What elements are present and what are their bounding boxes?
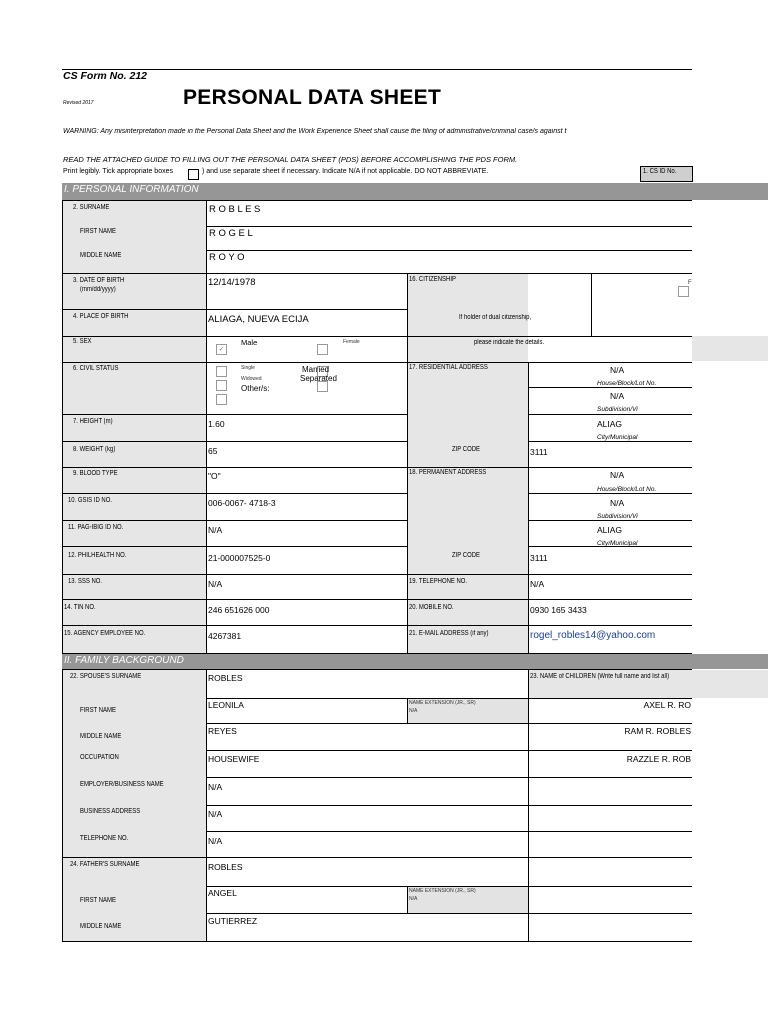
email-value[interactable]: rogel_robles14@yahoo.com bbox=[530, 630, 656, 641]
civil-single-checkbox[interactable] bbox=[216, 366, 227, 377]
father-middle-name-value: GUTIERREZ bbox=[208, 916, 258, 926]
employer-label: EMPLOYER/BUSINESS NAME bbox=[80, 781, 164, 788]
spouse-telephone-label: TELEPHONE NO. bbox=[80, 835, 129, 842]
occupation-label: OCCUPATION bbox=[80, 754, 119, 761]
weight-label: 8. WEIGHT (kg) bbox=[73, 446, 116, 453]
dual-citizenship-note: If holder of dual citizenship, bbox=[459, 314, 532, 321]
pagibig-value: N/A bbox=[208, 525, 223, 535]
middle-name-value: R O Y O bbox=[209, 252, 245, 263]
perm-city-caption: City/Municipal bbox=[597, 540, 638, 547]
agency-label: 15. AGENCY EMPLOYEE NO. bbox=[64, 630, 146, 637]
spouse-surname-value: ROBLES bbox=[208, 673, 243, 683]
spouse-name-extension-label: NAME EXTENSION (JR., SR) bbox=[409, 700, 476, 706]
dob-format: (mm/dd/yyyy) bbox=[80, 286, 116, 293]
blood-type-value: "O" bbox=[208, 471, 221, 481]
mobile-value: 0930 165 3433 bbox=[530, 605, 587, 615]
middle-name-label: MIDDLE NAME bbox=[80, 252, 122, 259]
weight-value: 65 bbox=[208, 446, 218, 456]
sex-male-label: Male bbox=[241, 338, 258, 347]
revised-date: Revised 2017 bbox=[63, 100, 94, 106]
res-house-value: N/A bbox=[610, 365, 625, 375]
permanent-address-label: 18. PERMANENT ADDRESS bbox=[409, 469, 487, 476]
page-title: PERSONAL DATA SHEET bbox=[183, 86, 442, 109]
child-1-value: AXEL R. RO bbox=[643, 700, 691, 710]
spouse-first-name-label: FIRST NAME bbox=[80, 707, 116, 714]
father-name-extension-label: NAME EXTENSION (JR., SR) bbox=[409, 888, 476, 894]
perm-subdivision-caption: Subdivision/Vi bbox=[597, 513, 638, 520]
civil-widowed-checkbox[interactable] bbox=[216, 380, 227, 391]
height-label: 7. HEIGHT (m) bbox=[73, 418, 113, 425]
sss-value: N/A bbox=[208, 579, 223, 589]
father-middle-name-label: MIDDLE NAME bbox=[80, 923, 122, 930]
civil-others-checkbox[interactable] bbox=[216, 394, 227, 405]
perm-city-value: ALIAG bbox=[597, 525, 623, 535]
pagibig-label: 11. PAG-IBIG ID NO. bbox=[68, 524, 124, 531]
blood-type-label: 9. BLOOD TYPE bbox=[73, 470, 118, 477]
tin-label: 14. TIN NO. bbox=[64, 604, 96, 611]
guide-text: READ THE ATTACHED GUIDE TO FILLING OUT THE PERSONAL DATA SHEET (PDS) BEFORE ACCOMPLISHING THE PDS FORM. bbox=[63, 155, 518, 164]
perm-subdivision-value: N/A bbox=[610, 498, 625, 508]
dob-value: 12/14/1978 bbox=[208, 277, 256, 288]
business-address-value: N/A bbox=[208, 809, 223, 819]
father-first-name-label: FIRST NAME bbox=[80, 897, 116, 904]
tick-sample-checkbox bbox=[188, 169, 199, 180]
print-instructions-a: Print legibly. Tick appropriate boxes bbox=[63, 168, 173, 175]
email-label: 21. E-MAIL ADDRESS (if any) bbox=[409, 630, 489, 637]
citizenship-option-partial: F bbox=[688, 280, 692, 286]
agency-value: 4267381 bbox=[208, 631, 242, 641]
tin-value: 246 651626 000 bbox=[208, 605, 270, 615]
spouse-middle-name-value: REYES bbox=[208, 726, 237, 736]
height-value: 1.60 bbox=[208, 419, 225, 429]
spouse-name-extension-value: N/A bbox=[409, 708, 418, 714]
citizenship-checkbox[interactable] bbox=[678, 286, 689, 297]
first-name-label: FIRST NAME bbox=[80, 228, 116, 235]
res-city-value: ALIAG bbox=[597, 419, 623, 429]
child-2-value: RAM R. ROBLES bbox=[624, 726, 691, 736]
res-city-caption: City/Municipal bbox=[597, 434, 638, 441]
employer-value: N/A bbox=[208, 782, 223, 792]
cs-id-label: 1. CS ID No. bbox=[643, 168, 677, 175]
section-personal-title: I. PERSONAL INFORMATION bbox=[64, 184, 199, 195]
perm-zip-value: 3111 bbox=[530, 553, 548, 563]
first-name-value: R O G E L bbox=[209, 228, 253, 239]
father-surname-label: 24. FATHER'S SURNAME bbox=[70, 861, 140, 868]
details-note: please indicate the details. bbox=[474, 339, 545, 346]
sex-label: 5. SEX bbox=[73, 338, 92, 345]
telephone-value: N/A bbox=[530, 579, 545, 589]
father-name-extension-value: N/A bbox=[409, 896, 418, 902]
surname-label: 2. SURNAME bbox=[73, 204, 110, 211]
sss-label: 13. SSS NO. bbox=[68, 578, 103, 585]
civil-separated-label: Separated bbox=[300, 374, 337, 383]
pob-label: 4. PLACE OF BIRTH bbox=[73, 313, 129, 320]
sex-female-checkbox[interactable] bbox=[317, 344, 328, 355]
pob-value: ALIAGA, NUEVA ECIJA bbox=[208, 314, 309, 325]
res-zip-label: ZIP CODE bbox=[452, 446, 480, 453]
civil-married-label: Married bbox=[302, 365, 330, 374]
spouse-surname-label: 22. SPOUSE'S SURNAME bbox=[70, 673, 142, 680]
civil-single-label: Single bbox=[241, 365, 255, 371]
child-3-value: RAZZLE R. ROB bbox=[626, 754, 691, 764]
father-surname-value: ROBLES bbox=[208, 862, 243, 872]
children-label: 23. NAME of CHILDREN (Write full name and list all) bbox=[530, 673, 670, 680]
occupation-value: HOUSEWIFE bbox=[208, 754, 260, 764]
surname-value: R O B L E S bbox=[209, 204, 261, 215]
perm-zip-label: ZIP CODE bbox=[452, 552, 480, 559]
mobile-label: 20. MOBILE NO. bbox=[409, 604, 454, 611]
spouse-telephone-value: N/A bbox=[208, 836, 223, 846]
res-zip-value: 3111 bbox=[530, 447, 548, 457]
father-first-name-value: ANGEL bbox=[208, 888, 237, 898]
res-house-caption: House/Block/Lot No. bbox=[597, 380, 657, 387]
res-subdivision-value: N/A bbox=[610, 391, 625, 401]
philhealth-label: 12. PHILHEALTH NO. bbox=[68, 552, 127, 559]
spouse-first-name-value: LEONILA bbox=[208, 700, 244, 710]
section-family-title: II. FAMILY BACKGROUND bbox=[64, 655, 184, 666]
perm-house-caption: House/Block/Lot No. bbox=[597, 486, 657, 493]
dob-label: 3. DATE OF BIRTH bbox=[73, 277, 125, 284]
philhealth-value: 21-000007525-0 bbox=[208, 553, 271, 563]
gsis-value: 006-0067- 4718-3 bbox=[208, 498, 276, 508]
perm-house-value: N/A bbox=[610, 470, 625, 480]
print-instructions-b: ) and use separate sheet if necessary. Indicate N/A if not applicable. DO NOT ABBREVIATE. bbox=[202, 168, 489, 175]
form-number: CS Form No. 212 bbox=[63, 70, 148, 82]
civil-widowed-label: Widowed bbox=[241, 376, 262, 382]
warning-text: WARNING: Any misinterpretation made in the Personal Data Sheet and the Work Experience Sheet shall cause the filing of administrative/criminal case/s against t bbox=[63, 128, 567, 135]
citizenship-label: 16. CITIZENSHIP bbox=[409, 276, 456, 283]
spouse-middle-name-label: MIDDLE NAME bbox=[80, 733, 122, 740]
civil-others-label: Other/s: bbox=[241, 384, 270, 393]
res-subdivision-caption: Subdivision/Vi bbox=[597, 406, 638, 413]
sex-male-checkbox[interactable]: ✓ bbox=[216, 344, 227, 355]
business-address-label: BUSINESS ADDRESS bbox=[80, 808, 141, 815]
civil-status-label: 6. CIVIL STATUS bbox=[73, 365, 119, 372]
telephone-label: 19. TELEPHONE NO. bbox=[409, 578, 468, 585]
gsis-label: 10. GSIS ID NO. bbox=[68, 497, 112, 504]
residential-address-label: 17. RESIDENTIAL ADDRESS bbox=[409, 364, 488, 371]
sex-female-label: Female bbox=[343, 339, 360, 345]
